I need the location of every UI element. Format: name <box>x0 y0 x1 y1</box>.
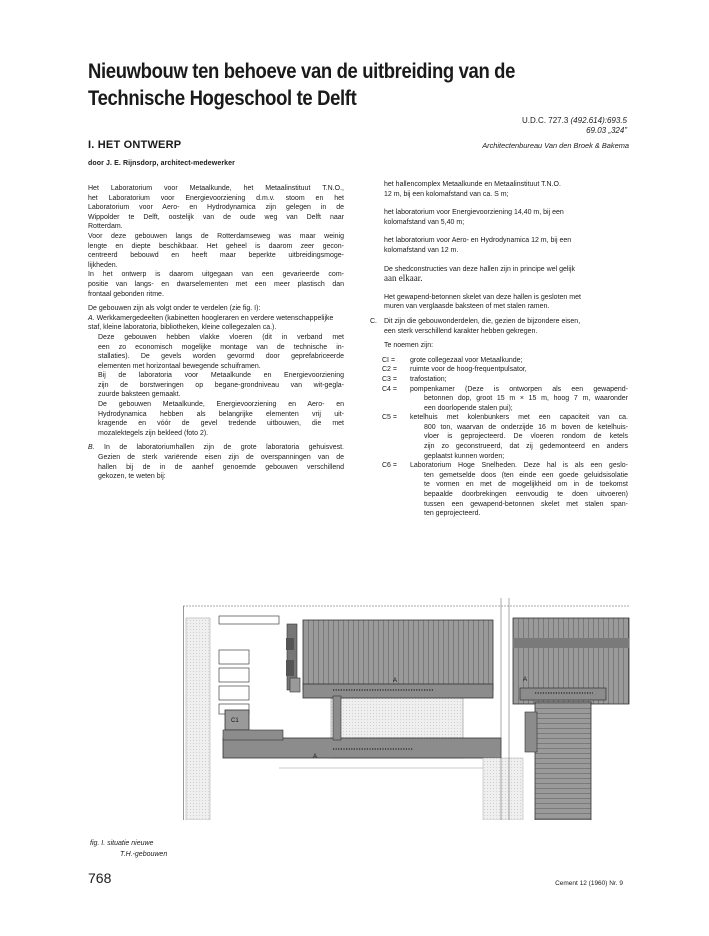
text-line: lengte en diepte beschikbaar. Het geheel is daarom zeer gecon- <box>88 242 344 250</box>
text-line: Hydrodynamica hebben als belangrijke elementen vrij uit- <box>98 410 344 418</box>
text-line: het Laboratorium voor Energievoorziening d.m.v. stoom en het <box>88 194 344 202</box>
caption-line-1: fig. I. situatie nieuwe <box>90 840 154 847</box>
text-line: In het ontwerp is daarom uitgegaan van een gevarieerde com- <box>88 271 344 279</box>
text-line: kolomafstand van 12 m. <box>384 246 459 254</box>
text-line: het hallencomplex Metaalkunde en Metaalinstituut T.N.O. <box>384 181 561 188</box>
text-line: frontaal gebonden ritme. <box>88 290 164 298</box>
text-line <box>88 443 344 453</box>
label-b: B. <box>88 444 95 452</box>
page-number: 768 <box>88 870 112 886</box>
udc-line2: 69.03 „324” <box>586 126 627 135</box>
c-items-list <box>370 356 628 519</box>
text-line: kragende en vóór de gevel tredende uitbouwen, die met <box>98 420 344 428</box>
list-item: C3 = trafostation; <box>382 375 447 383</box>
text-line: 12 m, bij een kolomafstand van ca. S m; <box>384 190 509 198</box>
list-item: C2 = ruimte voor de hoog-frequentpulsator, <box>382 366 527 374</box>
paragraph-skelet <box>370 293 628 312</box>
span-energievoorziening <box>370 208 628 227</box>
text-line: het laboratorium voor Aero- en Hydrodynamica 12 m, bij een <box>384 237 572 245</box>
text-line: Rotterdam. <box>88 223 123 231</box>
udc-line1-italic: (492.614):693.5 <box>570 116 627 125</box>
text-line: Gezien de sterk variërende eisen zijn de overspanningen van de <box>98 454 344 462</box>
label-c: C. <box>370 317 377 325</box>
list-item: C6 = Laboratorium Hoge Snelheden. Deze hal is als een geslo- ten gemetselde doos (ten einde een goede geluidsisolatie te vormen en met de mogelijkheid om in de toekomst bepaalde doorbrekingen eenvoudig te doen uitvoeren) tussen een gewapend-betonnen skelet met stalen span- ten geprojecteerd. <box>382 462 628 518</box>
text-line: zuurde baksteen gemaakt. <box>98 391 181 399</box>
text-line: Wippolder te Delft, oostelijk van de oude weg van Delft naar <box>88 213 344 221</box>
paragraph-site <box>88 232 344 270</box>
a-intro-text: Werkkamergedeelten (kabinetten hoogleraren en verdere wetenschappelijke staf, kleine laboratoria, bibliotheken, kleine collegezalen ca.). <box>88 314 334 332</box>
list-item: C4 = pompenkamer (Deze is ontworpen als een gewapend- betonnen dop, groot 15 m × 15 m, hoog 7 m, waaronder een doorlopende stalen pui); <box>382 385 628 412</box>
text-line: elementen met horizontaal bewegende schuiframen. <box>98 362 261 370</box>
span-metaalkunde <box>370 180 628 199</box>
text-line: zijn de borstweringen op begane-grondniveau van wit-gegla- <box>98 381 344 389</box>
paragraph-b <box>88 443 344 481</box>
udc-code <box>522 116 627 136</box>
text-line: een sterk verschillend karakter hebben gekregen. <box>384 327 538 335</box>
paragraph-a-floors <box>88 333 344 439</box>
text-line: stallaties). De gevels worden gevormd door geprefabriceerde <box>98 353 344 361</box>
te-noemen: Te noemen zijn: <box>384 342 434 350</box>
text-line: muren van verglaasde baksteen of met stalen ramen. <box>384 303 550 311</box>
left-column <box>88 184 344 482</box>
text-line: centreerd bebouwd en heeft maar beperkte uitbreidingsmoge- <box>88 252 344 260</box>
text-line: lijkheden. <box>88 261 118 269</box>
paragraph-division: De gebouwen zijn als volgt onder te verdelen (zie fig. I): <box>88 305 261 313</box>
figure-caption <box>90 838 167 860</box>
text-line: positie van langs- en dwarselementen met een meer plastisch dan <box>88 280 344 288</box>
section-heading: I. HET ONTWERP <box>88 139 182 151</box>
paragraph-a-intro <box>88 314 344 333</box>
right-column <box>370 180 628 519</box>
list-item: CI = grote collegezaal voor Metaalkunde; <box>382 356 523 364</box>
article-title <box>88 58 516 112</box>
paragraph-shed <box>370 265 628 284</box>
paragraph-design <box>88 270 344 299</box>
udc-line1-prefix: U.D.C. 727.3 <box>522 116 571 125</box>
b-first-text: In de laboratoriumhallen zijn de grote laboratoria gehuisvest. <box>94 444 344 452</box>
text-line: het laboratorium voor Energievoorziening 14,40 m, bij een <box>384 209 564 217</box>
text-line: mozaïektegels zijn bekleed (foto 2). <box>98 429 209 437</box>
list-item: C5 = ketelhuis met kolenbunkers met een capaciteit van ca. 800 ton, waarvan de onderzijde 16 m boven de ketelhuis- vloer is geprojecteerd. De vloeren rondom de ketels zijn zo geconstrueerd, dat zij gedemonteerd en anders geplaatst kunnen worden; <box>382 414 628 460</box>
text-line: Dit zijn die gebouwonderdelen, die, gezien de bijzondere eisen, <box>384 317 581 325</box>
text-line: De shedconstructies van deze hallen zijn in principe wel gelijk <box>384 265 576 273</box>
text-line: aan elkaar. <box>384 273 423 284</box>
paragraph-location <box>88 184 344 232</box>
text-line: Deze gebouwen hebben vlakke vloeren (dit in verband met <box>98 333 344 341</box>
label-c1: C1 <box>231 718 239 724</box>
text-line: Laboratorium voor Aero- en Hydrodynamica zijn gelegen in de <box>88 204 344 212</box>
text-line: een zo economisch mogelijke montage van de technische in- <box>98 343 344 351</box>
title-line-2: Technische Hogeschool te Delft <box>88 87 357 110</box>
journal-reference: Cement 12 (1960) Nr. 9 <box>555 880 623 887</box>
label-a-right: A <box>523 677 528 683</box>
architect-credit: Architectenbureau Van den Broek & Bakema <box>482 141 629 150</box>
text-line: kolomafstand van 5,40 m; <box>384 218 465 226</box>
span-aerodynamica <box>370 236 628 255</box>
title-line-1: Nieuwbouw ten behoeve van de uitbreiding van de <box>88 60 516 83</box>
text-line: Het gewapend-betonnen skelet van deze hallen is gesloten met <box>384 293 581 301</box>
label-a-top: A <box>393 678 398 684</box>
site-plan-figure <box>183 598 630 820</box>
text-line: De gebouwen Metaalkunde, Energievoorziening en Aero- en <box>98 401 344 409</box>
label-a: A. <box>88 314 95 322</box>
caption-line-2: T.H.-gebouwen <box>120 851 168 858</box>
author-line: door J. E. Rijnsdorp, architect-medewerker <box>88 160 235 167</box>
text-line: Voor deze gebouwen langs de Rotterdamseweg was maar weinig <box>88 232 344 240</box>
paragraph-c <box>370 317 628 336</box>
text-line: Bij de laboratoria voor Metaalkunde en Energievoorziening <box>98 372 344 380</box>
text-line: Het Laboratorium voor Metaalkunde, het Metaalinstituut T.N.O., <box>88 185 344 192</box>
label-a-bottom: A <box>313 754 318 760</box>
text-line: gekozen, te weten bij: <box>98 473 166 481</box>
text-line: hallen bij de in de aanhef genoemde gebouwen verschillend <box>98 463 344 471</box>
